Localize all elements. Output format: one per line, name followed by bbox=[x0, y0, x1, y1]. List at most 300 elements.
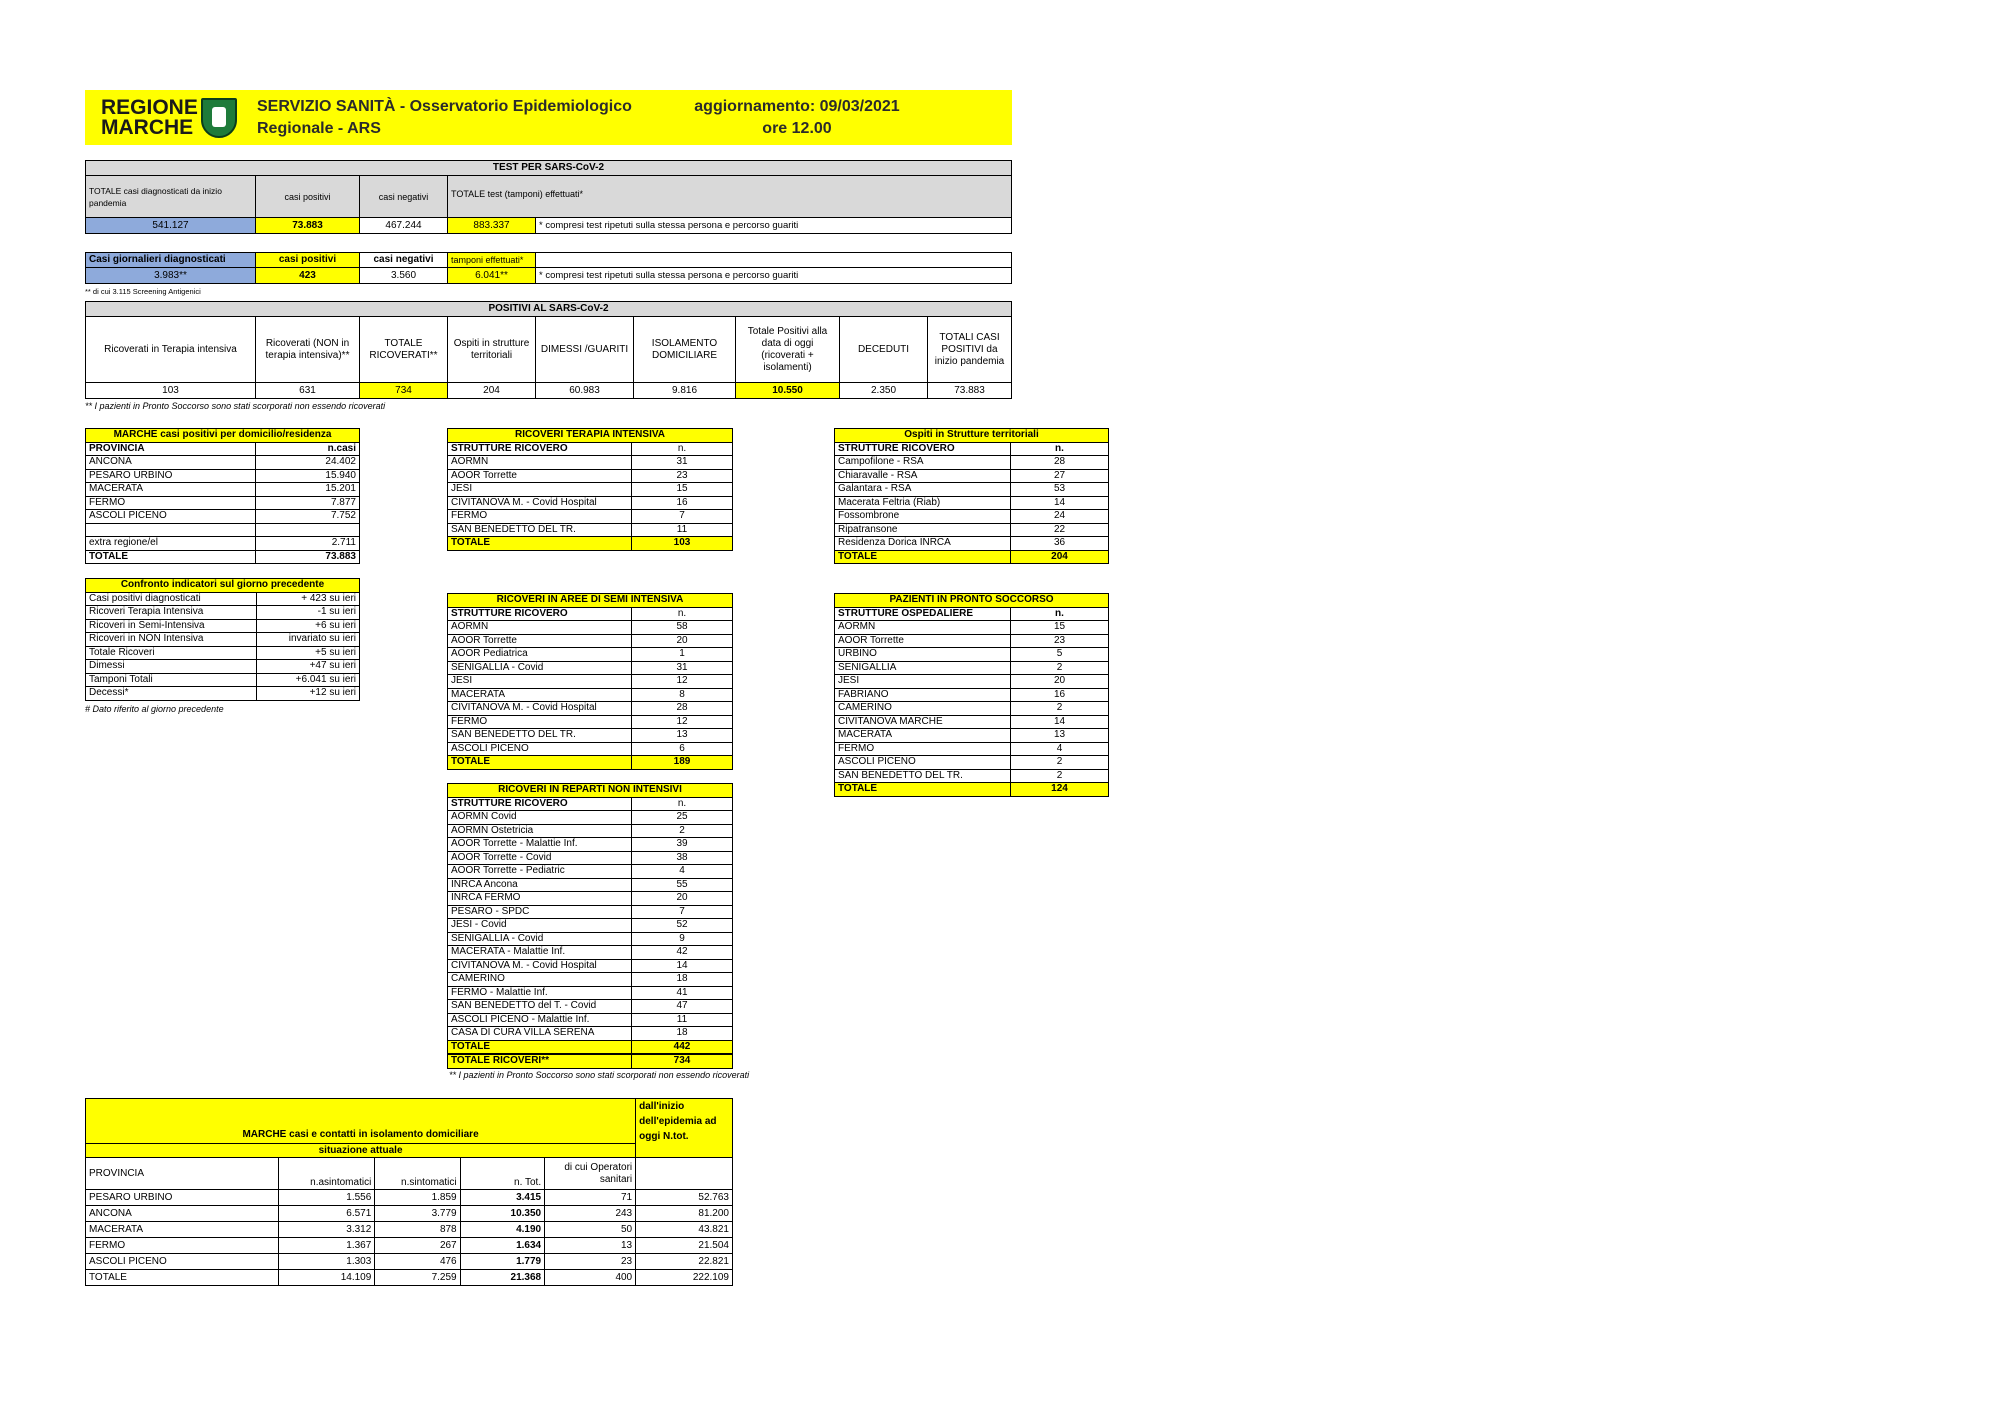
logo-line1: REGIONE bbox=[101, 96, 198, 119]
province-total-value: 73.883 bbox=[256, 550, 360, 564]
row-value: 2 bbox=[1011, 769, 1109, 783]
row-value: 11 bbox=[632, 1013, 733, 1027]
row-value: 14 bbox=[1011, 496, 1109, 510]
row-label: FABRIANO bbox=[835, 688, 1011, 702]
row-value: 16 bbox=[632, 496, 733, 510]
province-total-label: TOTALE bbox=[86, 550, 256, 564]
table-row bbox=[835, 688, 1109, 702]
row-value: 28 bbox=[632, 702, 733, 716]
table-row bbox=[448, 1000, 733, 1014]
row-value: 13 bbox=[632, 729, 733, 743]
row-value: 1 bbox=[632, 648, 733, 662]
table-row bbox=[448, 715, 733, 729]
region-shield-icon bbox=[201, 98, 237, 138]
table-row bbox=[86, 660, 360, 674]
row-value: 55 bbox=[632, 878, 733, 892]
service-line1: SERVIZIO SANITÀ - Osservatorio Epidemiologico bbox=[257, 98, 632, 115]
table-row bbox=[448, 986, 733, 1000]
row-value: 9 bbox=[632, 932, 733, 946]
row-value: 18 bbox=[632, 973, 733, 987]
row-value: +6 su ieri bbox=[256, 619, 359, 633]
ti-total-value: 103 bbox=[632, 537, 733, 551]
row-value: 12 bbox=[632, 675, 733, 689]
table-row bbox=[835, 496, 1109, 510]
row-label: AOOR Torrette - Covid bbox=[448, 851, 632, 865]
logo-line2: MARCHE bbox=[101, 116, 194, 139]
table-row bbox=[448, 932, 733, 946]
cell-tot: 1.779 bbox=[460, 1254, 544, 1270]
row-label: FERMO bbox=[448, 715, 632, 729]
total-ricoveri-value: 734 bbox=[632, 1055, 733, 1069]
table-row bbox=[448, 661, 733, 675]
non-int-total-value: 442 bbox=[632, 1040, 733, 1054]
row-label: Casi positivi diagnosticati bbox=[86, 592, 257, 606]
province-table bbox=[85, 428, 360, 564]
cell-tot: 10.350 bbox=[460, 1206, 544, 1222]
test-table bbox=[85, 160, 1012, 234]
positivi-table bbox=[85, 301, 1012, 399]
row-label: CIVITANOVA MARCHE bbox=[835, 715, 1011, 729]
cell-asin: 1.303 bbox=[278, 1254, 375, 1270]
table-row bbox=[86, 646, 360, 660]
row-label: Ricoveri Terapia Intensiva bbox=[86, 606, 257, 620]
test-header-positive: casi positivi bbox=[256, 176, 360, 218]
table-row bbox=[86, 633, 360, 647]
cell-total: 52.763 bbox=[636, 1190, 733, 1206]
service-title bbox=[257, 96, 632, 140]
non-int-title: RICOVERI IN REPARTI NON INTENSIVI bbox=[448, 784, 733, 798]
cell-sin: 267 bbox=[375, 1238, 460, 1254]
row-label: CIVITANOVA M. - Covid Hospital bbox=[448, 702, 632, 716]
daily-table bbox=[85, 252, 1012, 284]
row-label: extra regione/el bbox=[86, 537, 256, 551]
table-row bbox=[448, 648, 733, 662]
row-label: JESI bbox=[448, 675, 632, 689]
positivi-value-deceduti: 2.350 bbox=[840, 383, 928, 399]
row-value: 36 bbox=[1011, 537, 1109, 551]
service-line2: Regionale - ARS bbox=[257, 120, 381, 137]
row-value: 42 bbox=[632, 946, 733, 960]
row-value: 7 bbox=[632, 510, 733, 524]
table-row bbox=[448, 742, 733, 756]
daily-note: * compresi test ripetuti sulla stessa persona e percorso guariti bbox=[536, 268, 1012, 284]
row-label: Chiaravalle - RSA bbox=[835, 469, 1011, 483]
positivi-value-totali: 73.883 bbox=[928, 383, 1012, 399]
positivi-header-totali: TOTALI CASI POSITIVI da inizio pandemia bbox=[928, 317, 1012, 383]
row-label: AOOR Torrette - Pediatric bbox=[448, 865, 632, 879]
row-label: ASCOLI PICENO bbox=[448, 742, 632, 756]
row-label: AOOR Torrette bbox=[448, 469, 632, 483]
table-row bbox=[86, 469, 360, 483]
table-row bbox=[448, 675, 733, 689]
cell-oper: 13 bbox=[545, 1238, 636, 1254]
cell-tot: 1.634 bbox=[460, 1238, 544, 1254]
row-label: PESARO URBINO bbox=[86, 469, 256, 483]
table-row bbox=[448, 483, 733, 497]
table-row bbox=[448, 729, 733, 743]
row-label: JESI bbox=[835, 675, 1011, 689]
table-row bbox=[835, 621, 1109, 635]
row-value: 24 bbox=[1011, 510, 1109, 524]
semi-col2: n. bbox=[632, 607, 733, 621]
test-header-total-cases: TOTALE casi diagnosticati da inizio pandemia bbox=[86, 176, 256, 218]
semi-table bbox=[447, 593, 733, 770]
report-header bbox=[85, 90, 1012, 145]
ps-total-value: 124 bbox=[1011, 783, 1109, 797]
row-label: FERMO bbox=[448, 510, 632, 524]
table-row bbox=[86, 1206, 733, 1222]
table-row bbox=[448, 865, 733, 879]
row-label: JESI - Covid bbox=[448, 919, 632, 933]
row-label: FERMO bbox=[86, 496, 256, 510]
table-row bbox=[448, 469, 733, 483]
total-ricoveri-note: ** I pazienti in Pronto Soccorso sono stati scorporati non essendo ricoverati bbox=[449, 1070, 750, 1080]
row-value: 18 bbox=[632, 1027, 733, 1041]
positivi-header-deceduti: DECEDUTI bbox=[840, 317, 928, 383]
isolamento-col-provincia: PROVINCIA bbox=[86, 1158, 279, 1190]
total-ricoveri-label: TOTALE RICOVERI** bbox=[448, 1055, 632, 1069]
row-value: 14 bbox=[632, 959, 733, 973]
table-row bbox=[448, 946, 733, 960]
row-label: AOOR Torrette bbox=[835, 634, 1011, 648]
row-label: AORMN Covid bbox=[448, 811, 632, 825]
table-row bbox=[448, 1027, 733, 1041]
positivi-value-ospiti: 204 bbox=[448, 383, 536, 399]
province-col2: n.casi bbox=[256, 442, 360, 456]
ps-table bbox=[834, 593, 1109, 797]
row-value: 16 bbox=[1011, 688, 1109, 702]
table-row bbox=[86, 510, 360, 524]
row-label: CAMERINO bbox=[448, 973, 632, 987]
cell-oper: 400 bbox=[545, 1270, 636, 1286]
row-label: SAN BENEDETTO DEL TR. bbox=[835, 769, 1011, 783]
row-label: ASCOLI PICENO - Malattie Inf. bbox=[448, 1013, 632, 1027]
table-row bbox=[448, 702, 733, 716]
isolamento-col-tot: n. Tot. bbox=[460, 1158, 544, 1190]
table-row bbox=[86, 456, 360, 470]
row-value: 13 bbox=[1011, 729, 1109, 743]
positivi-title: POSITIVI AL SARS-CoV-2 bbox=[86, 302, 1012, 317]
test-note: * compresi test ripetuti sulla stessa persona e percorso guariti bbox=[536, 218, 1012, 234]
row-label: Ripatransone bbox=[835, 523, 1011, 537]
cell-name: MACERATA bbox=[86, 1222, 279, 1238]
row-label: MACERATA bbox=[448, 688, 632, 702]
semi-title: RICOVERI IN AREE DI SEMI INTENSIVA bbox=[448, 594, 733, 608]
row-label: ASCOLI PICENO bbox=[835, 756, 1011, 770]
positivi-value-non-ti: 631 bbox=[256, 383, 360, 399]
cell-sin: 7.259 bbox=[375, 1270, 460, 1286]
update-date: aggiornamento: 09/03/2021 bbox=[694, 98, 900, 115]
table-row bbox=[86, 1270, 733, 1286]
table-row bbox=[448, 1013, 733, 1027]
cell-total: 81.200 bbox=[636, 1206, 733, 1222]
row-value: 58 bbox=[632, 621, 733, 635]
table-row bbox=[835, 661, 1109, 675]
row-value: 27 bbox=[1011, 469, 1109, 483]
cell-total: 21.504 bbox=[636, 1238, 733, 1254]
ospiti-total-label: TOTALE bbox=[835, 550, 1011, 564]
row-value: +6.041 su ieri bbox=[256, 673, 359, 687]
table-row bbox=[835, 742, 1109, 756]
daily-header-cases: Casi giornalieri diagnosticati bbox=[86, 253, 256, 268]
table-row bbox=[448, 510, 733, 524]
row-label: JESI bbox=[448, 483, 632, 497]
row-value: 15.201 bbox=[256, 483, 360, 497]
isolamento-col-sin: n.sintomatici bbox=[375, 1158, 460, 1190]
table-row bbox=[835, 469, 1109, 483]
table-row bbox=[835, 729, 1109, 743]
row-label: Totale Ricoveri bbox=[86, 646, 257, 660]
cell-tot: 3.415 bbox=[460, 1190, 544, 1206]
ps-col1: STRUTTURE OSPEDALIERE bbox=[835, 607, 1011, 621]
non-int-table bbox=[447, 783, 733, 1054]
table-row bbox=[448, 878, 733, 892]
positivi-value-total-ricoverati: 734 bbox=[360, 383, 448, 399]
row-label: SENIGALLIA bbox=[835, 661, 1011, 675]
region-logo-text bbox=[101, 98, 198, 138]
table-row bbox=[835, 456, 1109, 470]
row-label: Decessi* bbox=[86, 687, 257, 701]
semi-col1: STRUTTURE RICOVERO bbox=[448, 607, 632, 621]
daily-header-tests: tamponi effettuati* bbox=[448, 253, 536, 268]
row-value: 2 bbox=[1011, 756, 1109, 770]
row-value: + 423 su ieri bbox=[256, 592, 359, 606]
row-value: 20 bbox=[632, 634, 733, 648]
row-value: 53 bbox=[1011, 483, 1109, 497]
ospiti-col1: STRUTTURE RICOVERO bbox=[835, 442, 1011, 456]
province-col1: PROVINCIA bbox=[86, 442, 256, 456]
non-int-col2: n. bbox=[632, 797, 733, 811]
row-label: Residenza Dorica INRCA bbox=[835, 537, 1011, 551]
row-value: 2 bbox=[1011, 661, 1109, 675]
province-title: MARCHE casi positivi per domicilio/residenza bbox=[86, 429, 360, 443]
row-label: CAMERINO bbox=[835, 702, 1011, 716]
cell-total: 43.821 bbox=[636, 1222, 733, 1238]
update-time: ore 12.00 bbox=[762, 120, 832, 137]
ti-title: RICOVERI TERAPIA INTENSIVA bbox=[448, 429, 733, 443]
table-row bbox=[835, 510, 1109, 524]
daily-value-positive: 423 bbox=[256, 268, 360, 284]
row-value: 38 bbox=[632, 851, 733, 865]
row-value: 15 bbox=[1011, 621, 1109, 635]
row-value: 4 bbox=[1011, 742, 1109, 756]
cell-sin: 3.779 bbox=[375, 1206, 460, 1222]
non-int-total-label: TOTALE bbox=[448, 1040, 632, 1054]
table-row bbox=[86, 673, 360, 687]
row-label: Tamponi Totali bbox=[86, 673, 257, 687]
test-value-total-cases: 541.127 bbox=[86, 218, 256, 234]
row-label: MACERATA bbox=[835, 729, 1011, 743]
cell-asin: 3.312 bbox=[278, 1222, 375, 1238]
row-value: 20 bbox=[1011, 675, 1109, 689]
cell-name: ANCONA bbox=[86, 1206, 279, 1222]
table-row bbox=[86, 483, 360, 497]
confronto-title: Confronto indicatori sul giorno precedente bbox=[86, 579, 360, 593]
table-row bbox=[86, 523, 360, 537]
table-row bbox=[835, 702, 1109, 716]
cell-sin: 1.859 bbox=[375, 1190, 460, 1206]
test-header-negative: casi negativi bbox=[360, 176, 448, 218]
row-label: AORMN bbox=[835, 621, 1011, 635]
ps-total-label: TOTALE bbox=[835, 783, 1011, 797]
isolamento-col-asin: n.asintomatici bbox=[278, 1158, 375, 1190]
row-label: Galantara - RSA bbox=[835, 483, 1011, 497]
positivi-header-isolamento: ISOLAMENTO DOMICILIARE bbox=[634, 317, 736, 383]
row-label: FERMO - Malattie Inf. bbox=[448, 986, 632, 1000]
positivi-header-non-ti: Ricoverati (NON in terapia intensiva)** bbox=[256, 317, 360, 383]
row-value: -1 su ieri bbox=[256, 606, 359, 620]
row-value: 28 bbox=[1011, 456, 1109, 470]
row-label: SENIGALLIA - Covid bbox=[448, 661, 632, 675]
cell-sin: 878 bbox=[375, 1222, 460, 1238]
ps-col2: n. bbox=[1011, 607, 1109, 621]
ospiti-title: Ospiti in Strutture territoriali bbox=[835, 429, 1109, 443]
row-value: 23 bbox=[1011, 634, 1109, 648]
isolamento-col-blank bbox=[636, 1158, 733, 1190]
daily-header-negative: casi negativi bbox=[360, 253, 448, 268]
row-value: 6 bbox=[632, 742, 733, 756]
semi-total-label: TOTALE bbox=[448, 756, 632, 770]
ti-col1: STRUTTURE RICOVERO bbox=[448, 442, 632, 456]
positivi-value-dimessi: 60.983 bbox=[536, 383, 634, 399]
total-ricoveri-table bbox=[447, 1054, 733, 1069]
positivi-header-totale-positivi: Totale Positivi alla data di oggi (ricoverati + isolamenti) bbox=[736, 317, 840, 383]
ps-title: PAZIENTI IN PRONTO SOCCORSO bbox=[835, 594, 1109, 608]
table-row bbox=[835, 634, 1109, 648]
row-label: FERMO bbox=[835, 742, 1011, 756]
row-value: 24.402 bbox=[256, 456, 360, 470]
positivi-header-total-ricoverati: TOTALE RICOVERATI** bbox=[360, 317, 448, 383]
cell-sin: 476 bbox=[375, 1254, 460, 1270]
row-label: AOOR Torrette - Malattie Inf. bbox=[448, 838, 632, 852]
daily-value-tests: 6.041** bbox=[448, 268, 536, 284]
cell-asin: 6.571 bbox=[278, 1206, 375, 1222]
table-row bbox=[86, 1190, 733, 1206]
row-value: 23 bbox=[632, 469, 733, 483]
row-label: CIVITANOVA M. - Covid Hospital bbox=[448, 959, 632, 973]
table-row bbox=[86, 687, 360, 701]
ti-total-label: TOTALE bbox=[448, 537, 632, 551]
confronto-table bbox=[85, 578, 360, 701]
row-label: AORMN bbox=[448, 456, 632, 470]
row-label: CASA DI CURA VILLA SERENA bbox=[448, 1027, 632, 1041]
ti-table bbox=[447, 428, 733, 551]
table-row bbox=[448, 621, 733, 635]
row-value: +47 su ieri bbox=[256, 660, 359, 674]
table-row bbox=[86, 1254, 733, 1270]
row-value: 2.711 bbox=[256, 537, 360, 551]
row-value: +12 su ieri bbox=[256, 687, 359, 701]
test-value-negative: 467.244 bbox=[360, 218, 448, 234]
row-label: MACERATA - Malattie Inf. bbox=[448, 946, 632, 960]
row-value: +5 su ieri bbox=[256, 646, 359, 660]
cell-oper: 71 bbox=[545, 1190, 636, 1206]
table-row bbox=[448, 634, 733, 648]
isolamento-table bbox=[85, 1098, 733, 1286]
positivi-header-ti: Ricoverati in Terapia intensiva bbox=[86, 317, 256, 383]
cell-name: FERMO bbox=[86, 1238, 279, 1254]
row-value: 4 bbox=[632, 865, 733, 879]
isolamento-title: MARCHE casi e contatti in isolamento domiciliare bbox=[86, 1099, 636, 1144]
row-label: ANCONA bbox=[86, 456, 256, 470]
row-value: 8 bbox=[632, 688, 733, 702]
isolamento-subtitle: situazione attuale bbox=[86, 1144, 636, 1158]
update-info bbox=[677, 96, 917, 140]
cell-name: TOTALE bbox=[86, 1270, 279, 1286]
row-label: AORMN bbox=[448, 621, 632, 635]
positivi-value-isolamento: 9.816 bbox=[634, 383, 736, 399]
table-row bbox=[86, 619, 360, 633]
non-int-col1: STRUTTURE RICOVERO bbox=[448, 797, 632, 811]
cell-oper: 50 bbox=[545, 1222, 636, 1238]
row-value: 15.940 bbox=[256, 469, 360, 483]
row-value: 31 bbox=[632, 661, 733, 675]
table-row bbox=[448, 523, 733, 537]
test-value-total-tests: 883.337 bbox=[448, 218, 536, 234]
row-value: 41 bbox=[632, 986, 733, 1000]
row-value: 7.752 bbox=[256, 510, 360, 524]
row-label: Macerata Feltria (Riab) bbox=[835, 496, 1011, 510]
row-label: ASCOLI PICENO bbox=[86, 510, 256, 524]
cell-total: 222.109 bbox=[636, 1270, 733, 1286]
table-row bbox=[86, 496, 360, 510]
ospiti-col2: n. bbox=[1011, 442, 1109, 456]
table-row bbox=[835, 756, 1109, 770]
row-label: INRCA Ancona bbox=[448, 878, 632, 892]
row-label: PESARO - SPDC bbox=[448, 905, 632, 919]
row-value: 7.877 bbox=[256, 496, 360, 510]
daily-footnote: ** di cui 3.115 Screening Antigenici bbox=[85, 287, 201, 296]
table-row bbox=[448, 973, 733, 987]
table-row bbox=[448, 688, 733, 702]
isolamento-side-header: dall'inizio dell'epidemia ad oggi N.tot. bbox=[636, 1099, 733, 1158]
table-row bbox=[835, 523, 1109, 537]
positivi-value-totale-positivi: 10.550 bbox=[736, 383, 840, 399]
row-value: 7 bbox=[632, 905, 733, 919]
table-row bbox=[86, 1222, 733, 1238]
row-label: Ricoveri in NON Intensiva bbox=[86, 633, 257, 647]
row-value: 39 bbox=[632, 838, 733, 852]
row-value: 22 bbox=[1011, 523, 1109, 537]
table-row bbox=[448, 811, 733, 825]
semi-total-value: 189 bbox=[632, 756, 733, 770]
cell-oper: 23 bbox=[545, 1254, 636, 1270]
row-value: 52 bbox=[632, 919, 733, 933]
test-header-total-tests: TOTALE test (tamponi) effettuati* bbox=[448, 176, 1012, 218]
row-value: 5 bbox=[1011, 648, 1109, 662]
row-label: Ricoveri in Semi-Intensiva bbox=[86, 619, 257, 633]
table-row bbox=[86, 592, 360, 606]
cell-asin: 1.556 bbox=[278, 1190, 375, 1206]
table-row bbox=[835, 537, 1109, 551]
row-value: 11 bbox=[632, 523, 733, 537]
row-label: Campofilone - RSA bbox=[835, 456, 1011, 470]
table-row bbox=[448, 905, 733, 919]
row-label: SAN BENEDETTO del T. - Covid bbox=[448, 1000, 632, 1014]
row-value: 2 bbox=[1011, 702, 1109, 716]
table-row bbox=[835, 648, 1109, 662]
positivi-footnote: ** I pazienti in Pronto Soccorso sono stati scorporati non essendo ricoverati bbox=[85, 401, 386, 411]
row-label: INRCA FERMO bbox=[448, 892, 632, 906]
row-label bbox=[86, 523, 256, 537]
daily-value-cases: 3.983** bbox=[86, 268, 256, 284]
positivi-value-ti: 103 bbox=[86, 383, 256, 399]
row-value: 25 bbox=[632, 811, 733, 825]
test-table-title: TEST PER SARS-CoV-2 bbox=[86, 161, 1012, 176]
table-row bbox=[448, 496, 733, 510]
cell-tot: 4.190 bbox=[460, 1222, 544, 1238]
table-row bbox=[448, 456, 733, 470]
